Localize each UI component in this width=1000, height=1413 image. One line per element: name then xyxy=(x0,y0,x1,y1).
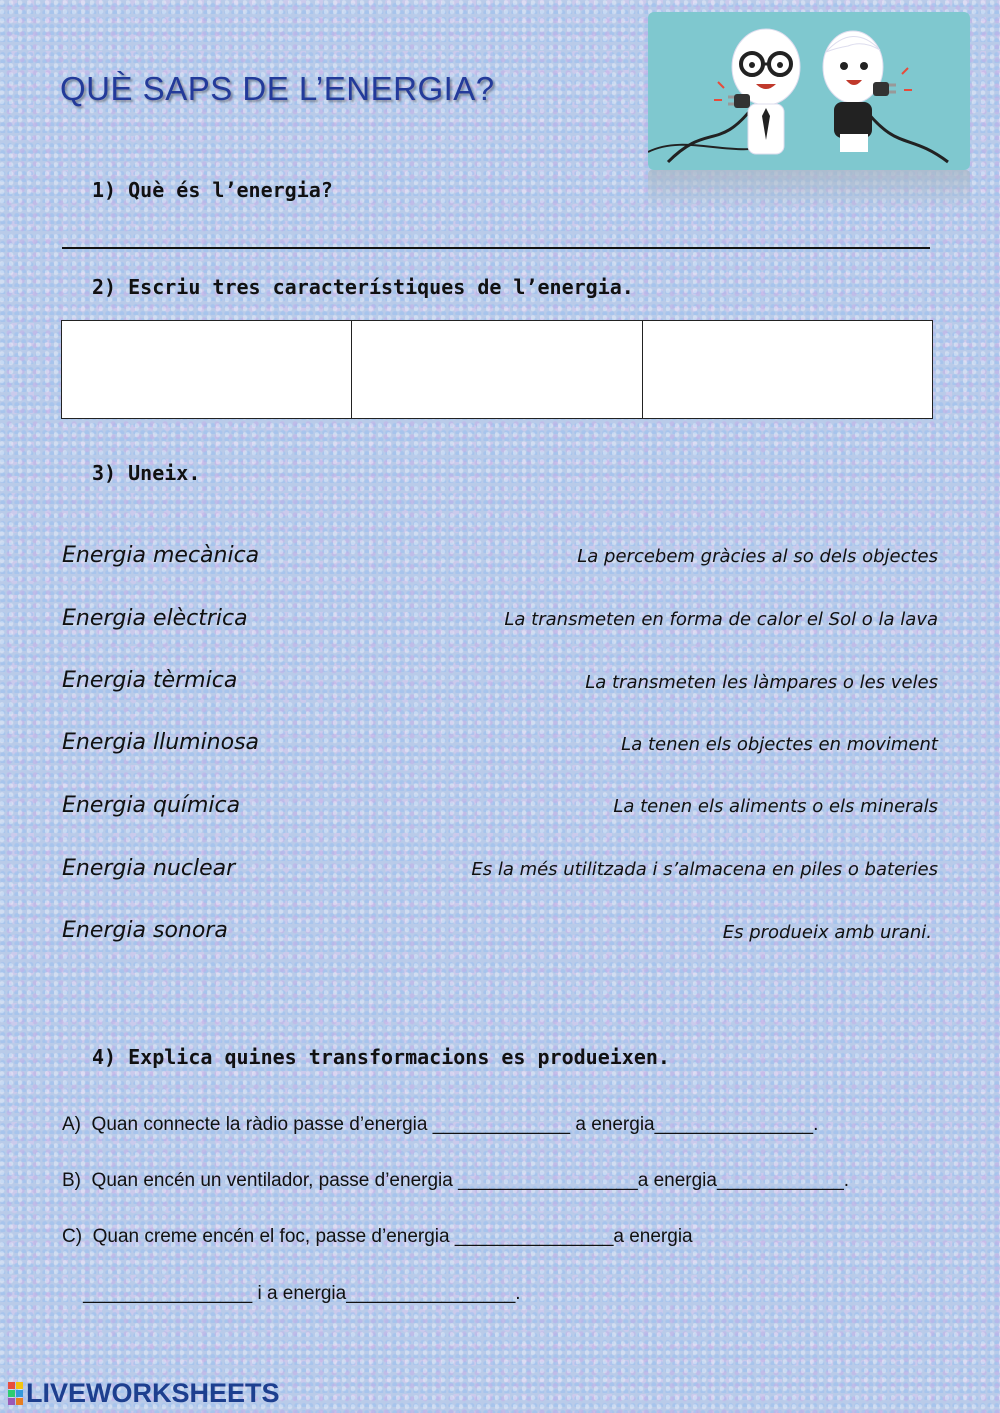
liveworksheets-logo xyxy=(8,1378,280,1409)
page-title: QUÈ SAPS DE L’ENERGIA? xyxy=(60,70,495,107)
brand-text: LIVEWORKSHEETS xyxy=(26,1378,280,1408)
question-4: 4) Explica quines transformacions es produeixen. xyxy=(92,1045,670,1069)
fill-sentence-a[interactable]: A) Quan connecte la ràdio passe d’energia _____________ a energia_______________. xyxy=(62,1114,819,1135)
match-left-item[interactable]: Energia elèctrica xyxy=(62,606,248,631)
plug-characters-illustration xyxy=(648,12,970,170)
match-right-item[interactable]: La transmeten en forma de calor el Sol o la lava xyxy=(504,609,938,630)
question-1: 1) Què és l’energia? xyxy=(92,178,333,202)
match-left-item[interactable]: Energia sonora xyxy=(62,918,228,943)
fill-sentence-b[interactable]: B) Quan encén un ventilador, passe d’energia _________________a energia____________. xyxy=(62,1170,850,1191)
answer-line-1[interactable] xyxy=(62,247,930,249)
match-left-item[interactable]: Energia química xyxy=(62,793,241,818)
fill-sentence-c-continued[interactable]: ________________ i a energia________________. xyxy=(62,1283,521,1304)
fill-sentence-c[interactable]: C) Quan creme encén el foc, passe d’energia _______________a energia xyxy=(62,1226,693,1247)
match-right-item[interactable]: Es la més utilitzada i s’almacena en piles o bateries xyxy=(471,859,938,880)
question-3: 3) Uneix. xyxy=(92,461,201,485)
match-right-item[interactable]: La tenen els objectes en moviment xyxy=(621,734,938,755)
match-right-item[interactable]: La tenen els aliments o els minerals xyxy=(613,796,938,817)
logo-blocks-icon xyxy=(8,1382,23,1405)
characteristic-cell-1[interactable] xyxy=(62,321,352,418)
match-left-item[interactable]: Energia mecànica xyxy=(62,543,260,568)
illustration-reflection xyxy=(648,170,970,210)
match-left-item[interactable]: Energia nuclear xyxy=(62,856,236,881)
characteristics-table xyxy=(61,320,933,419)
characteristic-cell-2[interactable] xyxy=(352,321,642,418)
question-2: 2) Escriu tres característiques de l’energia. xyxy=(92,275,634,299)
match-left-item[interactable]: Energia tèrmica xyxy=(62,668,238,693)
characteristic-cell-3[interactable] xyxy=(643,321,932,418)
match-left-item[interactable]: Energia lluminosa xyxy=(62,730,260,755)
match-right-item[interactable]: La transmeten les làmpares o les veles xyxy=(585,672,938,693)
match-right-item[interactable]: La percebem gràcies al so dels objectes xyxy=(577,546,938,567)
match-right-item[interactable]: Es produeix amb urani. xyxy=(722,922,932,943)
